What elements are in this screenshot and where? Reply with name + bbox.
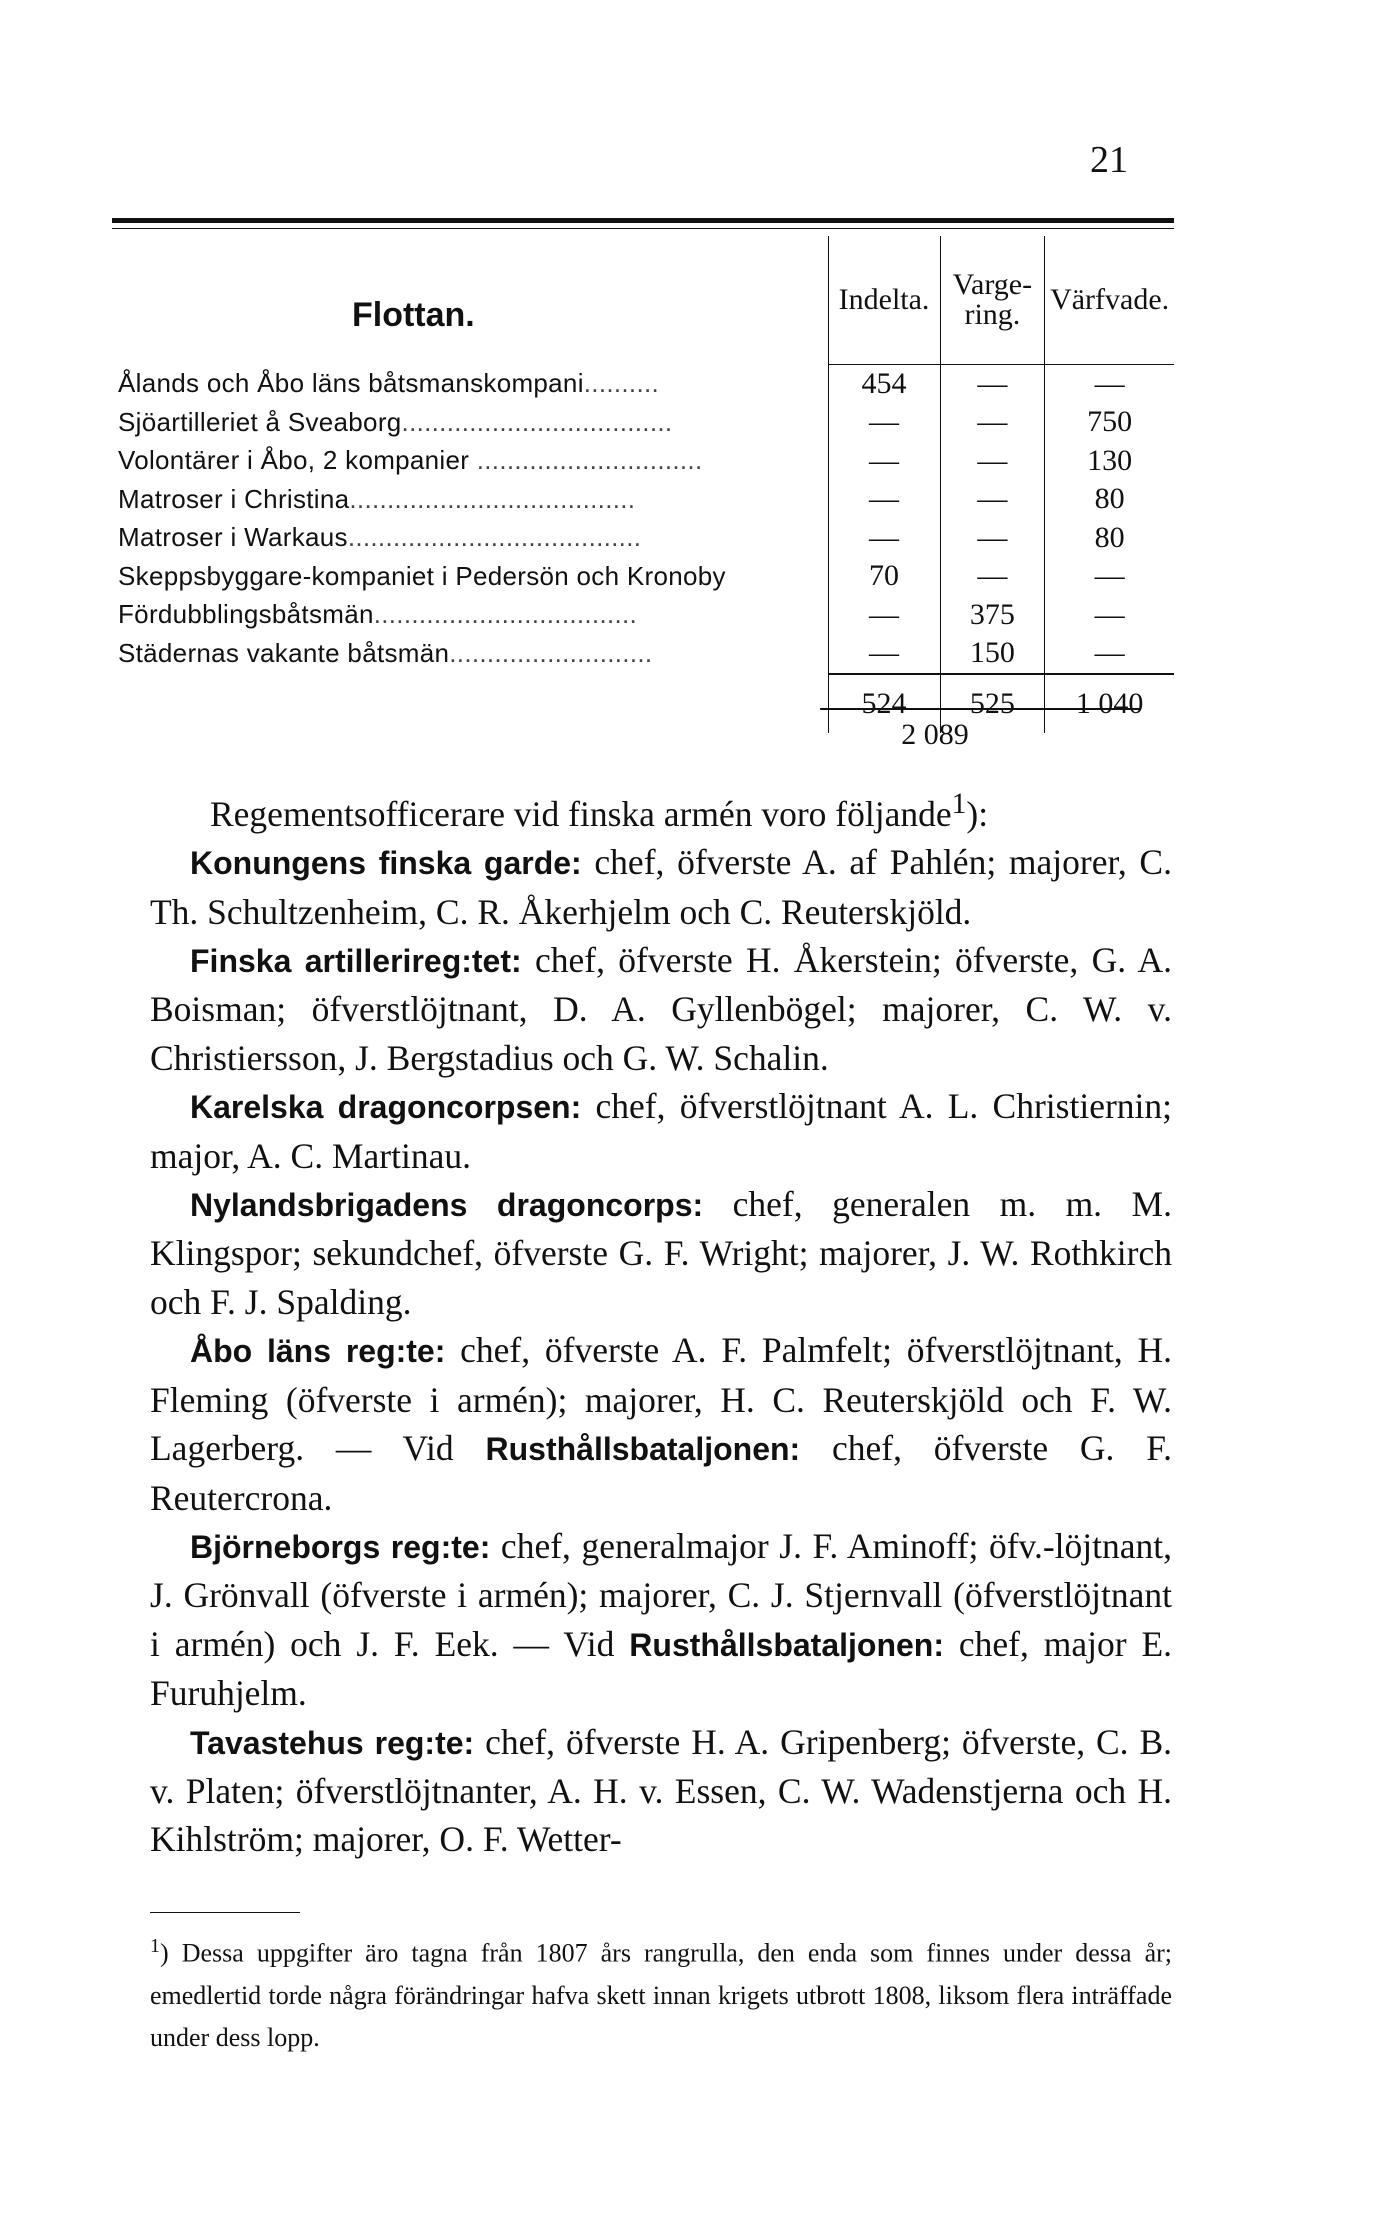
row-label: Matroser i Warkaus....................................... bbox=[118, 522, 642, 553]
body-text bbox=[150, 780, 1172, 1864]
cell-varfvade: 750 bbox=[1045, 403, 1174, 442]
cell-indelta: — bbox=[828, 519, 940, 558]
unit-name: Finska artillerireg:tet: bbox=[190, 943, 522, 980]
cell-vargering: — bbox=[940, 480, 1045, 519]
table-top-rule-thin bbox=[112, 228, 1174, 229]
cell-indelta: — bbox=[828, 480, 940, 519]
table-row bbox=[112, 403, 1174, 442]
cell-vargering: — bbox=[940, 442, 1045, 481]
table-row bbox=[112, 557, 1174, 596]
table-top-rule bbox=[112, 218, 1174, 223]
cell-indelta: — bbox=[828, 634, 940, 674]
unit-name: Åbo läns reg:te: bbox=[190, 1333, 446, 1370]
paragraph-nylands: Nylandsbrigadens dragoncorps: chef, generalen m. m. M. Klingspor; sekundchef, öfverste G. F. Wright; majorer, J. W. Rothkirch och F. J. Spalding. bbox=[150, 1184, 1172, 1322]
row-label: Skeppsbyggare-kompaniet i Pedersön och Kronoby bbox=[118, 560, 726, 591]
sum-brace bbox=[820, 708, 1140, 716]
unit-name: Rusthållsbataljonen: bbox=[485, 1431, 801, 1468]
cell-vargering: — bbox=[940, 364, 1045, 403]
cell-varfvade: 130 bbox=[1045, 442, 1174, 481]
paragraph-abo: Åbo läns reg:te: chef, öfverste A. F. Palmfelt; öfverstlöjtnant, H. Fleming (öfverste i armén); majorer, H. C. Reuterskjöld och F. W. Lagerberg. — Vid Rusthållsbataljonen: chef, öfverste G. F. Reutercrona. bbox=[150, 1330, 1173, 1518]
flottan-table bbox=[112, 236, 1174, 733]
footnote-number: 1 bbox=[150, 1935, 160, 1957]
row-label: Volontärer i Åbo, 2 kompanier .............................. bbox=[118, 445, 703, 476]
cell-vargering: 375 bbox=[940, 596, 1045, 635]
cell-indelta: — bbox=[828, 442, 940, 481]
table-row bbox=[112, 364, 1174, 403]
paragraph-artillerireg: Finska artillerireg:tet: chef, öfverste H. Åkerstein; öfverste, G. A. Boisman; öfverstlöjtnant, D. A. Gyllenbögel; majorer, C. W. v. Christiersson, J. Bergstadius och G. W. Schalin. bbox=[150, 940, 1172, 1078]
paragraph-garde: Konungens finska garde: chef, öfverste A. af Pahlén; majorer, C. Th. Schultzenheim, C. R. Åkerhjelm och C. Reuterskjöld. bbox=[150, 842, 1172, 932]
cell-indelta: — bbox=[828, 403, 940, 442]
unit-name: Karelska dragoncorpsen: bbox=[190, 1089, 582, 1126]
total-indelta: 524 bbox=[828, 674, 940, 733]
table-row bbox=[112, 480, 1174, 519]
footnote-marker: 1 bbox=[951, 788, 967, 820]
row-label: Sjöartilleriet å Sveaborg.................................... bbox=[118, 406, 673, 437]
cell-vargering: — bbox=[940, 519, 1045, 558]
row-label: Matroser i Christina...................................... bbox=[118, 483, 636, 514]
table-row bbox=[112, 442, 1174, 481]
cell-varfvade: — bbox=[1045, 596, 1174, 635]
row-label: Fördubblingsbåtsmän................................... bbox=[118, 599, 638, 630]
table-title: Flottan. bbox=[352, 295, 475, 334]
column-header-indelta: Indelta. bbox=[828, 236, 940, 364]
paragraph-bjorneborg: Björneborgs reg:te: chef, generalmajor J. F. Aminoff; öfv.-löjtnant, J. Grönvall (öfverste i armén); majorer, C. J. Stjernvall (öfverstlöjtnant i armén) och J. F. Eek. — Vid Rusthållsbataljonen: chef, major E. Furuhjelm. bbox=[150, 1525, 1173, 1714]
cell-vargering: — bbox=[940, 557, 1045, 596]
row-label: Ålands och Åbo läns båtsmanskompani.......... bbox=[118, 368, 660, 398]
unit-name: Björneborgs reg:te: bbox=[190, 1528, 491, 1565]
cell-varfvade: — bbox=[1045, 557, 1174, 596]
cell-indelta: — bbox=[828, 596, 940, 635]
cell-indelta: 70 bbox=[828, 557, 940, 596]
total-vargering: 525 bbox=[940, 674, 1045, 733]
footnote-rule bbox=[150, 1912, 300, 1913]
unit-name: Tavastehus reg:te: bbox=[190, 1724, 475, 1761]
table-row bbox=[112, 519, 1174, 558]
cell-vargering: — bbox=[940, 403, 1045, 442]
unit-name: Nylandsbrigadens dragoncorps: bbox=[190, 1187, 704, 1224]
footnote: $^1$) Dessa uppgifter äro tagna från 1807 års rangrulla, den enda som finnes under dessa år; emedlertid torde några förändringar hafva skett innan krigets utbrott 1808, liksom flera inträffade under dess lopp. bbox=[150, 1935, 1172, 2052]
page-number: 21 bbox=[1090, 139, 1128, 181]
cell-vargering: 150 bbox=[940, 634, 1045, 674]
unit-name: Rusthållsbataljonen: bbox=[629, 1626, 944, 1663]
paragraph-tavastehus: Tavastehus reg:te: chef, öfverste H. A. Gripenberg; öfverste, C. B. v. Platen; öfverstlöjtnanter, A. H. v. Essen, C. W. Wadenstjerna och H. Kihlström; majorer, O. F. Wetter- bbox=[150, 1721, 1172, 1860]
table-row bbox=[112, 634, 1174, 674]
column-header-varfvade: Värfvade. bbox=[1045, 236, 1174, 364]
grand-total: 2 089 bbox=[901, 718, 969, 751]
cell-varfvade: 80 bbox=[1045, 480, 1174, 519]
cell-varfvade: — bbox=[1045, 364, 1174, 403]
paragraph-karelska: Karelska dragoncorpsen: chef, öfverstlöjtnant A. L. Christiernin; major, A. C. Martinau. bbox=[150, 1086, 1172, 1176]
cell-varfvade: — bbox=[1045, 634, 1174, 674]
unit-name: Konungens finska garde: bbox=[190, 845, 582, 882]
column-header-vargering: Varge- ring. bbox=[940, 236, 1045, 364]
total-varfvade: 1 040 bbox=[1045, 674, 1174, 733]
cell-indelta: 454 bbox=[828, 364, 940, 403]
cell-varfvade: 80 bbox=[1045, 519, 1174, 558]
table-row bbox=[112, 596, 1174, 635]
row-label: Städernas vakante båtsmän........................... bbox=[118, 638, 653, 669]
intro-paragraph: Regementsofficerare vid finska armén voro följande$^1$): bbox=[210, 788, 989, 834]
